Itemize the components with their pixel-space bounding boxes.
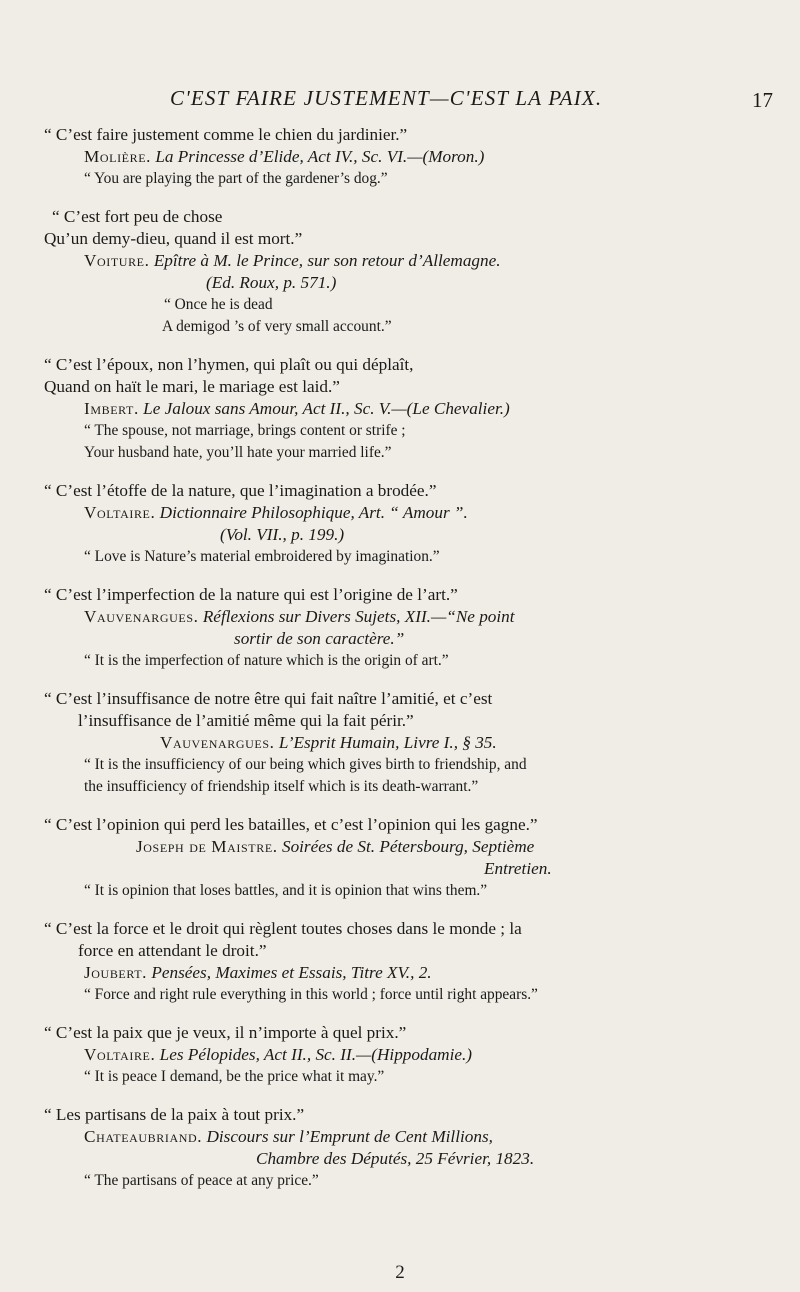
french-quote: “ C’est la force et le droit qui règlent toutes choses dans le monde ; la: [44, 919, 522, 938]
quotation-entry: [44, 1022, 774, 1088]
french-quote: force en attendant le droit.”: [78, 941, 267, 960]
french-quote: “ C’est l’étoffe de la nature, que l’imagination a brodée.”: [44, 481, 437, 500]
attribution: [44, 836, 774, 858]
french-quote: “ C’est faire justement comme le chien du jardinier.”: [44, 125, 408, 144]
author: Voltaire.: [84, 503, 156, 522]
french-quote: “ C’est l’imperfection de la nature qui est l’origine de l’art.”: [44, 585, 458, 604]
attribution: [44, 732, 774, 754]
french-quote: “ C’est l’époux, non l’hymen, qui plaît ou qui déplaît,: [44, 355, 414, 374]
author: Vauvenargues.: [160, 733, 275, 752]
french-quote: Qu’un demy-dieu, quand il est mort.”: [44, 229, 303, 248]
attribution: [44, 502, 774, 524]
author: Voiture.: [84, 251, 150, 270]
author: Joubert.: [84, 963, 148, 982]
quotation-entry: [44, 918, 774, 1006]
source-work-continued: Entretien.: [484, 859, 552, 878]
french-quote: “ C’est la paix que je veux, il n’importe à quel prix.”: [44, 1023, 407, 1042]
english-translation: “ It is opinion that loses battles, and it is opinion that wins them.”: [84, 882, 488, 899]
attribution: [44, 1044, 774, 1066]
source-work-continued: (Ed. Roux, p. 571.): [206, 273, 337, 292]
english-translation: “ You are playing the part of the gardener’s dog.”: [84, 170, 388, 187]
source-work-continued: (Vol. VII., p. 199.): [220, 525, 345, 544]
english-translation: “ It is the imperfection of nature which is the origin of art.”: [84, 652, 449, 669]
attribution: [44, 1126, 774, 1148]
source-work: Le Jaloux sans Amour, Act II., Sc. V.—(Le Chevalier.): [143, 399, 510, 418]
attribution: [44, 606, 774, 628]
author: Molière.: [84, 147, 152, 166]
running-title: C'EST FAIRE JUSTEMENT—C'EST LA PAIX.: [170, 86, 603, 110]
french-quote: Quand on haït le mari, le mariage est laid.”: [44, 377, 340, 396]
english-translation: “ The partisans of peace at any price.”: [84, 1172, 319, 1189]
attribution: [44, 398, 774, 420]
source-work-continued: Chambre des Députés, 25 Février, 1823.: [256, 1149, 535, 1168]
source-work: La Princesse d’Elide, Act IV., Sc. VI.—(Moron.): [155, 147, 485, 166]
english-translation: “ It is peace I demand, be the price what it may.”: [84, 1068, 385, 1085]
quotation-entry: [44, 688, 774, 798]
author: Chateaubriand.: [84, 1127, 203, 1146]
source-work: Soirées de St. Pétersbourg, Septième: [281, 837, 535, 856]
page-number: 17: [752, 88, 773, 112]
english-translation: “ Force and right rule everything in this world ; force until right appears.”: [84, 986, 538, 1003]
attribution: [44, 146, 774, 168]
french-quote: “ Les partisans de la paix à tout prix.”: [44, 1105, 305, 1124]
author: Voltaire.: [84, 1045, 156, 1064]
author: Vauvenargues.: [84, 607, 199, 626]
quotation-list: [44, 124, 774, 1192]
source-work: Pensées, Maximes et Essais, Titre XV., 2.: [151, 963, 432, 982]
quotation-entry: [44, 814, 774, 902]
quotation-entry: [44, 354, 774, 464]
author: Joseph de Maistre.: [136, 837, 278, 856]
french-quote: “ C’est l’opinion qui perd les batailles, et c’est l’opinion qui les gagne.”: [44, 815, 538, 834]
quotation-entry: [44, 480, 774, 568]
attribution: [44, 250, 774, 272]
english-translation: “ Once he is dead: [164, 296, 273, 313]
quotation-entry: [44, 206, 774, 338]
english-translation: the insufficiency of friendship itself which is its death-warrant.”: [84, 778, 479, 795]
source-work: Les Pélopides, Act II., Sc. II.—(Hippodamie.): [159, 1045, 473, 1064]
english-translation: Your husband hate, you’ll hate your married life.”: [84, 444, 392, 461]
signature-mark: 2: [395, 1262, 405, 1283]
source-work: L’Esprit Humain, Livre I., § 35.: [278, 733, 497, 752]
source-work: Epître à M. le Prince, sur son retour d’Allemagne.: [153, 251, 501, 270]
english-translation: A demigod ’s of very small account.”: [162, 318, 392, 335]
source-work-continued: sortir de son caractère.”: [234, 629, 405, 648]
french-quote: “ C’est fort peu de chose: [52, 207, 223, 226]
french-quote: l’insuffisance de l’amitié même qui la fait périr.”: [78, 711, 414, 730]
quotation-entry: [44, 584, 774, 672]
quotation-entry: [44, 1104, 774, 1192]
source-work: Discours sur l’Emprunt de Cent Millions,: [206, 1127, 493, 1146]
quotation-entry: [44, 124, 774, 190]
french-quote: “ C’est l’insuffisance de notre être qui fait naître l’amitié, et c’est: [44, 689, 493, 708]
source-work: Dictionnaire Philosophique, Art. “ Amour ”.: [159, 503, 468, 522]
author: Imbert.: [84, 399, 139, 418]
source-work: Réflexions sur Divers Sujets, XII.—“Ne point: [202, 607, 515, 626]
english-translation: “ The spouse, not marriage, brings content or strife ;: [84, 422, 406, 439]
english-translation: “ Love is Nature’s material embroidered by imagination.”: [84, 548, 440, 565]
attribution: [44, 962, 774, 984]
english-translation: “ It is the insufficiency of our being which gives birth to friendship, and: [84, 756, 527, 773]
